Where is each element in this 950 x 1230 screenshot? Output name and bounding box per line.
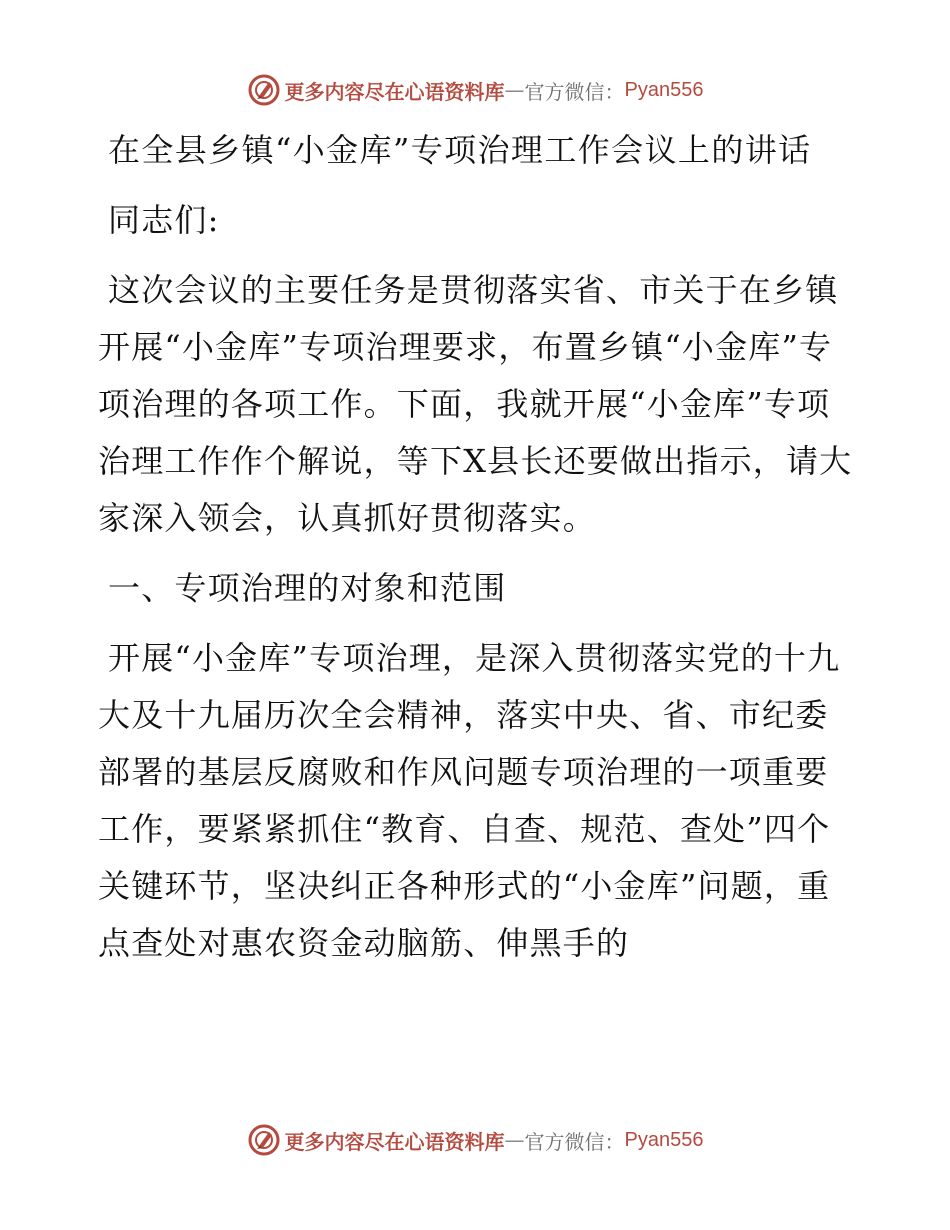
paragraph-intro: 这次会议的主要任务是贯彻落实省、市关于在乡镇开展“小金库”专项治理要求，布置乡镇“小金库”专项治理的各项工作。下面，我就开展“小金库”专项治理工作作个解说，等下X县长还要做出指示，请大家深入领会，认真抓好贯彻落实。 xyxy=(98,271,853,537)
contact-label: 官方微信： xyxy=(524,1129,625,1154)
paragraph-body: 开展“小金库”专项治理，是深入贯彻落实党的十九大及十九届历次全会精神，落实中央、省、市纪委部署的基层反腐败和作风问题专项治理的一项重要工作，要紧紧抓住“教育、自查、规范、查处”四个关键环节，坚决纠正各种形式的“小金库”问题，重点查处对惠农资金动脑筋、伸黑手的 xyxy=(98,639,841,962)
header-banner-content xyxy=(247,73,704,107)
banner-separator: — xyxy=(504,78,525,102)
section-heading: 一、专项治理的对象和范围 xyxy=(108,569,507,607)
header-banner xyxy=(0,70,950,110)
contact-id: Pyan556 xyxy=(624,1128,704,1151)
contact-label: 官方微信： xyxy=(524,79,625,104)
contact-id: Pyan556 xyxy=(624,78,704,101)
site-name: 更多内容尽在心语资料库 xyxy=(284,1129,505,1154)
pen-nib-logo-icon xyxy=(247,1123,281,1157)
document-body xyxy=(98,122,858,985)
document-title: 在全县乡镇“小金库”专项治理工作会议上的讲话 xyxy=(108,131,812,169)
salutation: 同志们: xyxy=(108,201,220,239)
pen-nib-logo-icon xyxy=(247,73,281,107)
footer-banner xyxy=(0,1120,950,1160)
footer-banner-content xyxy=(247,1123,704,1157)
banner-separator: — xyxy=(504,1128,525,1152)
site-name: 更多内容尽在心语资料库 xyxy=(284,79,505,104)
